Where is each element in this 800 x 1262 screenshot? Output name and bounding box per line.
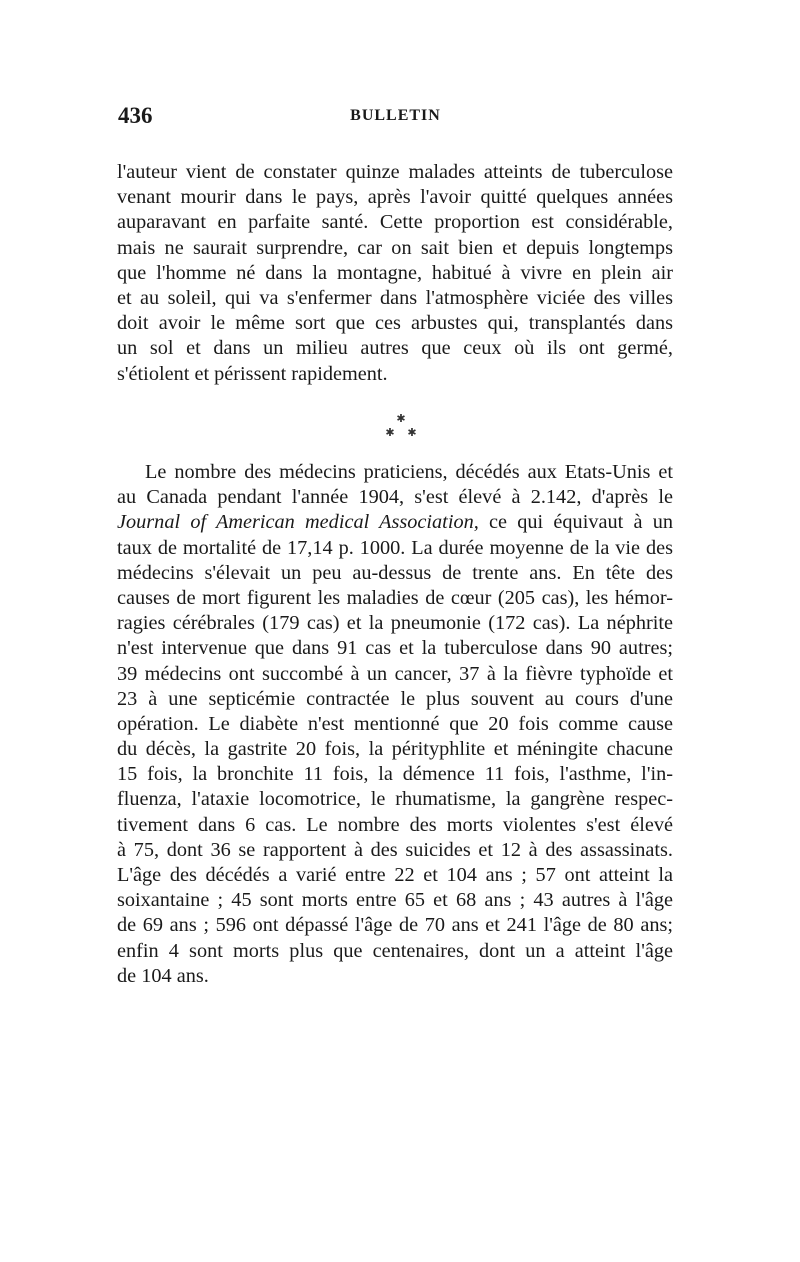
text-line: ragies cérébrales (179 cas) et la pneumonie (172 cas). La néphrite (117, 612, 673, 635)
text-line: du décès, la gastrite 20 fois, la pérityphlite et méningite chacune (117, 738, 673, 761)
text-line: taux de mortalité de 17,14 p. 1000. La durée moyenne de la vie des (117, 536, 673, 559)
text-line: tivement dans 6 cas. Le nombre des morts violentes s'est élevé (117, 813, 673, 836)
text-line: causes de mort figurent les maladies de cœur (205 cas), les hémor- (117, 586, 673, 609)
journal-title: Journal of American medical Association, (117, 511, 479, 534)
text-line: 39 médecins ont succombé à un cancer, 37 à la fièvre typhoïde et (117, 662, 673, 685)
text-line: venant mourir dans le pays, après l'avoir quitté quelques années (117, 186, 673, 209)
text-line-with-citation (117, 510, 673, 535)
svg-text:✱: ✱ (407, 426, 417, 439)
text-line: Le nombre des médecins praticiens, décédés aux Etats-Unis et (145, 461, 673, 483)
svg-text:✱: ✱ (396, 412, 406, 425)
text-line: 15 fois, la bronchite 11 fois, la démence 11 fois, l'asthme, l'in- (117, 763, 673, 786)
text-line: s'étiolent et périssent rapidement. (117, 362, 388, 385)
running-head: BULLETIN (350, 107, 441, 124)
text-line: opération. Le diabète n'est mentionné que 20 fois comme cause (117, 712, 673, 735)
text-line: mais ne saurait surprendre, car on sait bien et depuis longtemps (117, 236, 673, 259)
text-line: enfin 4 sont morts plus que centenaires, dont un a atteint l'âge (117, 939, 673, 962)
text-line: L'âge des décédés a varié entre 22 et 104 ans ; 57 ont atteint la (117, 864, 673, 886)
text-line: fluenza, l'ataxie locomotrice, le rhumatisme, la gangrène respec- (117, 788, 673, 811)
page-number: 436 (118, 103, 153, 128)
paragraph-2 (117, 460, 673, 989)
text-line: un sol et dans un milieu autres que ceux où ils ont germé, (117, 337, 673, 360)
text-line: de 104 ans. (117, 964, 209, 987)
text-line: l'auteur vient de constater quinze malades atteints de tuberculose (117, 161, 673, 183)
text-line: de 69 ans ; 596 ont dépassé l'âge de 70 ans et 241 l'âge de 80 ans; (117, 914, 673, 937)
svg-text:✱: ✱ (385, 426, 395, 439)
text-line: à 75, dont 36 se rapportent à des suicides et 12 à des assassinats. (117, 838, 673, 861)
text-line: 23 à une septicémie contractée le plus souvent au cours d'une (117, 687, 673, 710)
text-line: n'est intervenue que dans 91 cas et la tuberculose dans 90 autres; (117, 637, 673, 660)
text-line: doit avoir le même sort que ces arbustes qui, transplantés dans (117, 312, 673, 335)
text-line: que l'homme né dans la montagne, habitué à vivre en plein air (117, 261, 673, 284)
text-fragment: ce qui équivaut à un (478, 511, 673, 534)
text-line: soixantaine ; 45 sont morts entre 65 et 68 ans ; 43 autres à l'âge (117, 889, 673, 912)
text-line: au Canada pendant l'année 1904, s'est élevé à 2.142, d'après le (117, 486, 673, 509)
text-line: et au soleil, qui va s'enfermer dans l'atmosphère viciée des villes (117, 286, 673, 309)
page-header (118, 103, 673, 133)
paragraph-1 (117, 160, 673, 387)
text-line: médecins s'élevait un peu au-dessus de trente ans. En tête des (117, 561, 673, 584)
asterism-icon (376, 410, 426, 440)
text-line: auparavant en parfaite santé. Cette proportion est considérable, (117, 211, 673, 234)
